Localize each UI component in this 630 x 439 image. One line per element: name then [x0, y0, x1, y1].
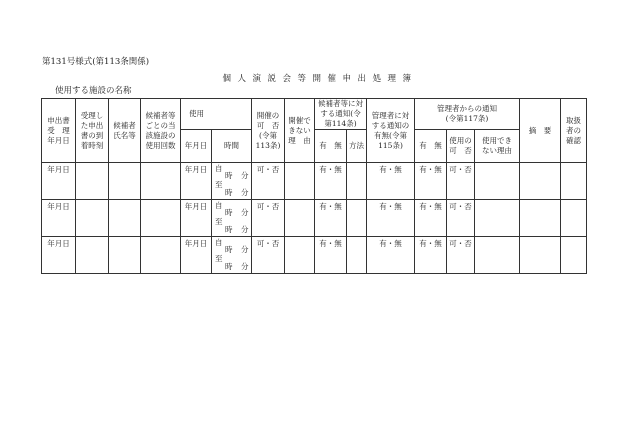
cell-received	[76, 163, 109, 200]
header-notice-candidate: 候補者等に対 する通知(令 第114条)	[315, 99, 367, 130]
cell-app-date: 年月日	[42, 200, 76, 237]
cell-received	[76, 237, 109, 274]
header-summary: 摘 要	[520, 99, 561, 163]
cell-app-date: 年月日	[42, 163, 76, 200]
table-row	[42, 163, 587, 200]
cell-mgr-reason	[475, 163, 520, 200]
cell-mgr-usable: 可・否	[447, 163, 475, 200]
cell-use-date: 年月日	[181, 163, 212, 200]
cell-use-date: 年月日	[181, 200, 212, 237]
cell-count	[141, 237, 181, 274]
cell-can-hold: 可・否	[252, 237, 285, 274]
header-can-hold: 開催の 可 否 (令第 113条)	[252, 99, 285, 163]
header-application-date: 申出書 受 理 年月日	[42, 99, 76, 163]
cell-candidate	[109, 200, 141, 237]
header-notice-manager: 管理者に対 する通知の 有無(令第 115条)	[367, 99, 415, 163]
cell-mgr-yesno: 有・無	[415, 237, 447, 274]
cell-confirm	[561, 237, 587, 274]
facility-label: 使用する施設の名称	[55, 86, 132, 96]
header-notice-method: 方法	[347, 130, 367, 163]
cell-use-date: 年月日	[181, 237, 212, 274]
cell-reason	[285, 237, 315, 274]
table-row	[42, 200, 587, 237]
cell-reason	[285, 163, 315, 200]
cell-method	[347, 200, 367, 237]
cell-count	[141, 200, 181, 237]
header-use-date: 年月日	[181, 130, 212, 163]
cell-can-hold: 可・否	[252, 163, 285, 200]
cell-mgr-usable: 可・否	[447, 200, 475, 237]
header-manager-reason: 使用でき ない理由	[475, 130, 520, 163]
cell-use-time: 自 時 分 至 時 分	[212, 200, 252, 237]
header-cannot-hold-reason: 開催で きない 理 由	[285, 99, 315, 163]
cell-mgr-yesno: 有・無	[415, 200, 447, 237]
cell-candidate	[109, 237, 141, 274]
cell-mgr-reason	[475, 237, 520, 274]
table-row	[42, 237, 587, 274]
cell-confirm	[561, 200, 587, 237]
cell-notice-yesno: 有・無	[315, 163, 347, 200]
cell-summary	[520, 163, 561, 200]
cell-mgr-usable: 可・否	[447, 237, 475, 274]
cell-candidate	[109, 163, 141, 200]
cell-received	[76, 200, 109, 237]
header-count-per-candidate: 候補者等 ごとの当 該施設の 使用回数	[141, 99, 181, 163]
cell-count	[141, 163, 181, 200]
cell-use-time: 自 時 分 至 時 分	[212, 163, 252, 200]
header-notice-yesno: 有 無	[315, 130, 347, 163]
header-manager-usable: 使用の 可 否	[447, 130, 475, 163]
form-number: 第131号様式(第113条関係)	[42, 57, 150, 67]
header-handler-confirm: 取扱 者の 確認	[561, 99, 587, 163]
header-manager-yesno: 有 無	[415, 130, 447, 163]
header-received-datetime: 受理し た申出 書の到 着時刻	[76, 99, 109, 163]
header-use-time: 時間	[212, 130, 252, 163]
cell-manager-notice: 有・無	[367, 163, 415, 200]
cell-summary	[520, 237, 561, 274]
cell-app-date: 年月日	[42, 237, 76, 274]
page-title: 個人演説会等開催申出処理簿	[222, 74, 418, 84]
cell-can-hold: 可・否	[252, 200, 285, 237]
cell-summary	[520, 200, 561, 237]
processing-register-table	[41, 98, 587, 274]
header-candidate-name: 候補者 氏名等	[109, 99, 141, 163]
cell-method	[347, 163, 367, 200]
cell-manager-notice: 有・無	[367, 237, 415, 274]
cell-notice-yesno: 有・無	[315, 237, 347, 274]
cell-method	[347, 237, 367, 274]
cell-manager-notice: 有・無	[367, 200, 415, 237]
cell-reason	[285, 200, 315, 237]
header-use: 使用	[181, 99, 252, 130]
cell-confirm	[561, 163, 587, 200]
cell-mgr-yesno: 有・無	[415, 163, 447, 200]
header-from-manager: 管理者からの通知 (令第117条)	[415, 99, 520, 130]
cell-notice-yesno: 有・無	[315, 200, 347, 237]
cell-use-time: 自 時 分 至 時 分	[212, 237, 252, 274]
cell-mgr-reason	[475, 200, 520, 237]
